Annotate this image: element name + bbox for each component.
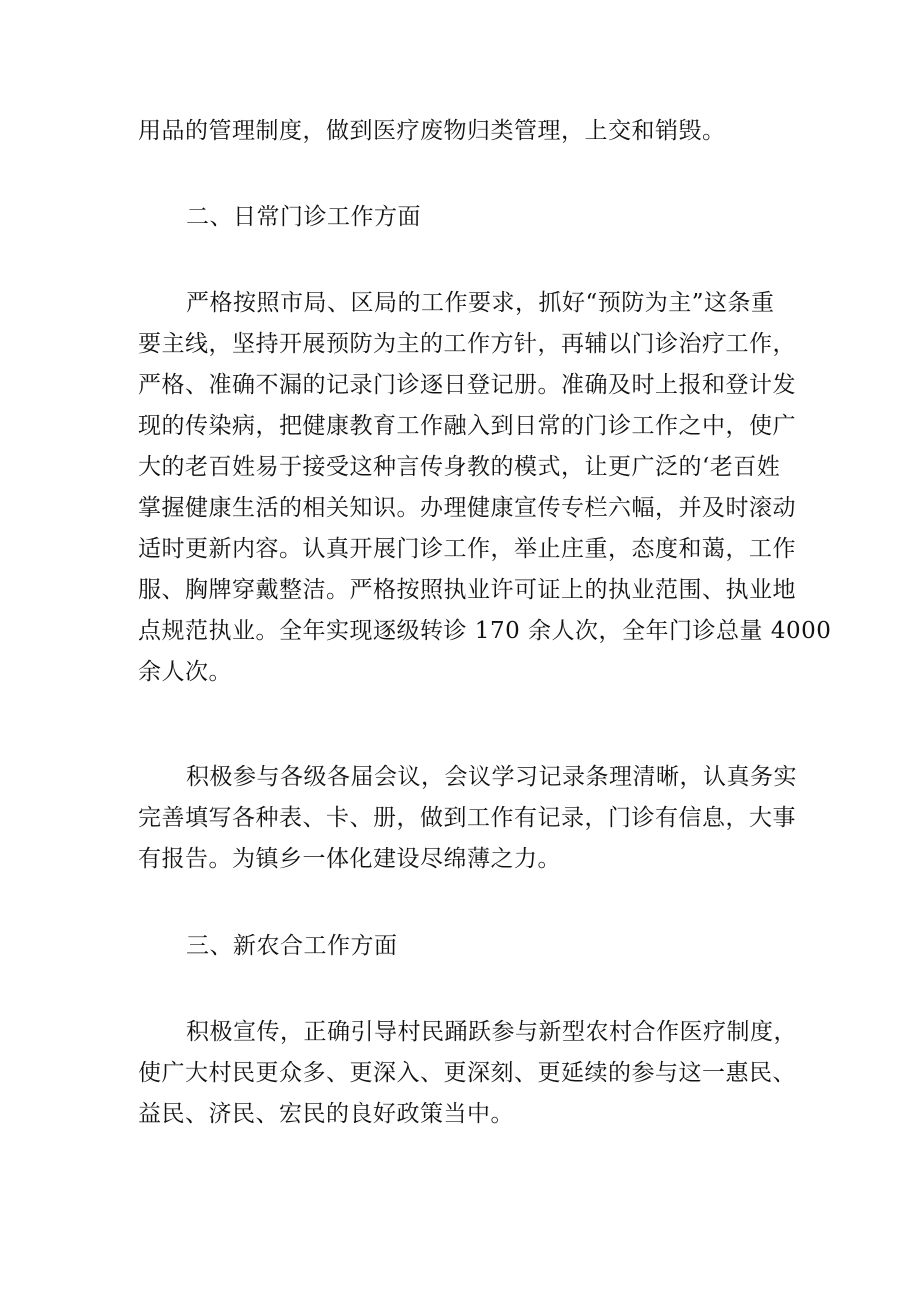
paragraph-line: 点规范执业。全年实现逐级转诊 170 余人次，全年门诊总量 4000: [138, 618, 832, 644]
paragraph-line: 现的传染病，把健康教育工作融入到日常的门诊工作之中，使广: [138, 413, 796, 439]
paragraph-line: 积极参与各级各届会议，会议学习记录条理清晰，认真务实: [186, 764, 797, 790]
paragraph-line: 积极宣传，正确引导村民踊跃参与新型农村合作医疗制度，: [186, 1019, 797, 1045]
paragraph-line: 益民、济民、宏民的良好政策当中。: [138, 1101, 514, 1127]
paragraph-line: 适时更新内容。认真开展门诊工作，举止庄重，态度和蔼，工作: [138, 536, 796, 562]
paragraph-line: 有报告。为镇乡一体化建设尽绵薄之力。: [138, 846, 561, 872]
paragraph-line: 严格按照市局、区局的工作要求，抓好“预防为主”这条重: [186, 290, 775, 316]
section-3-heading: 三、新农合工作方面: [186, 933, 398, 959]
paragraph-line: 大的老百姓易于接受这种言传身教的模式，让更广泛的‘老百姓: [138, 454, 781, 480]
paragraph-line: 掌握健康生活的相关知识。办理健康宣传专栏六幅，并及时滚动: [138, 495, 796, 521]
paragraph-line: 要主线，坚持开展预防为主的工作方针，再辅以门诊治疗工作，: [138, 331, 796, 357]
paragraph-line: 使广大村民更众多、更深入、更深刻、更延续的参与这一惠民、: [138, 1060, 796, 1086]
paragraph-line: 完善填写各种表、卡、册，做到工作有记录，门诊有信息，大事: [138, 805, 796, 831]
section-2-heading: 二、日常门诊工作方面: [186, 204, 421, 230]
intro-text-line: 用品的管理制度，做到医疗废物归类管理，上交和销毁。: [138, 118, 726, 144]
paragraph-line: 服、胸牌穿戴整洁。严格按照执业许可证上的执业范围、执业地: [138, 577, 796, 603]
paragraph-line: 余人次。: [138, 659, 232, 685]
paragraph-line: 严格、准确不漏的记录门诊逐日登记册。准确及时上报和登计发: [138, 372, 796, 398]
